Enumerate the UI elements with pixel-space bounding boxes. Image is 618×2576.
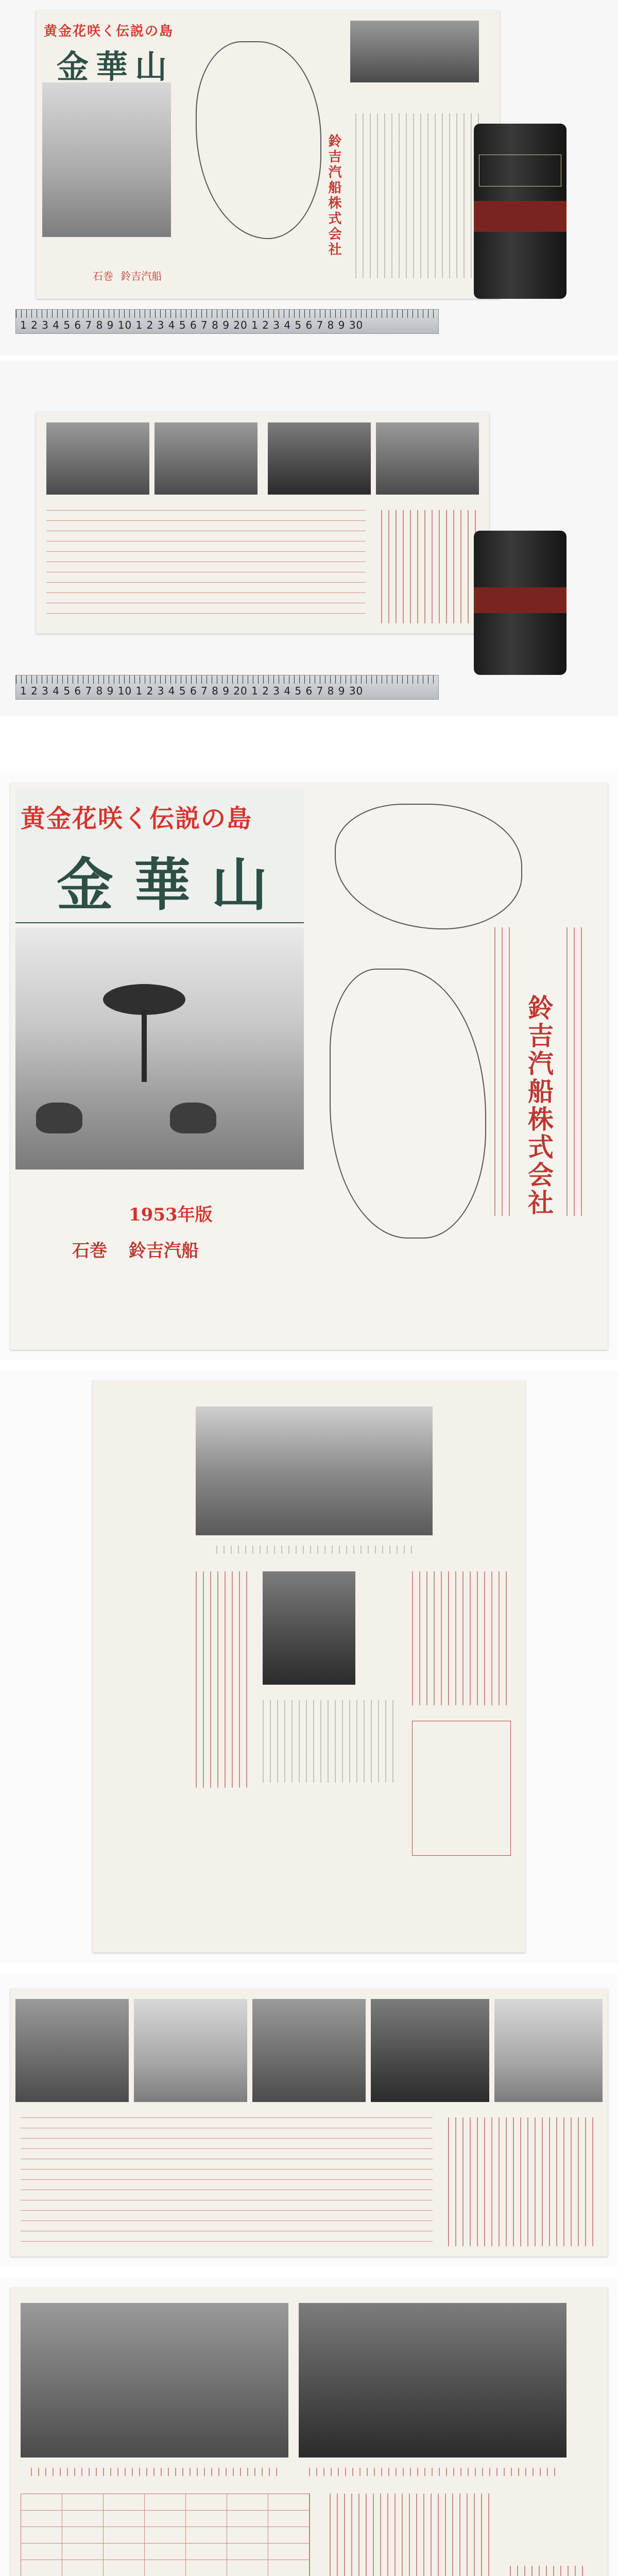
cover-year: 1953年版 — [129, 1205, 213, 1225]
fare-table — [21, 2494, 310, 2576]
statue-details — [263, 1700, 397, 1783]
publisher-name-large: 鈴吉汽船 — [128, 1241, 199, 1261]
aerial-caption — [216, 1546, 412, 1554]
photo-folded-brochure — [0, 0, 618, 355]
boat-photo-small — [21, 2303, 288, 2458]
cover-landscape — [15, 927, 304, 1170]
publisher-place: 石巻 — [93, 270, 113, 282]
ruler-ticks — [16, 310, 438, 318]
deer-left — [36, 1103, 82, 1133]
strip-table — [21, 2117, 433, 2246]
pine-tree-trunk — [142, 1010, 147, 1082]
steel-ruler — [15, 309, 439, 334]
timetable-page — [0, 2277, 618, 2576]
inner-photo-2 — [154, 422, 258, 495]
inner-page-aerial — [0, 1370, 618, 1963]
ruler-numbers: 1 2 3 4 5 6 7 8 9 10 1 2 3 4 5 6 7 8 9 20 1 2 3 4 5 6 7 8 9 30 — [20, 319, 364, 331]
whale-photo-small — [299, 2303, 566, 2458]
ruler-ticks-2 — [16, 675, 438, 684]
inner-photo-4 — [376, 422, 479, 495]
photo-caption-line-2 — [309, 2468, 556, 2476]
cover-publisher-line — [72, 1236, 199, 1262]
inner-text-column — [381, 510, 479, 623]
island-photo — [350, 21, 479, 82]
coffee-can-2 — [474, 531, 566, 675]
can-band — [474, 201, 566, 232]
inner-photo-1 — [46, 422, 149, 495]
company-vertical-large: 鈴吉汽船株式会社 — [524, 994, 554, 1217]
cover-closeup — [0, 773, 618, 1360]
can-label-graphic — [479, 155, 561, 187]
company-name-vertical: 鈴吉汽船株式会社 — [326, 134, 341, 258]
photo-strip — [0, 1973, 618, 2267]
can-band-2 — [474, 587, 566, 613]
aerial-photo — [196, 1406, 433, 1535]
inner-photo-3 — [268, 422, 371, 495]
strip-photo-3 — [252, 1999, 366, 2102]
deer-right — [170, 1103, 216, 1133]
strip-photo-2 — [134, 1999, 247, 2102]
publisher-name: 鈴吉汽船 — [121, 270, 162, 282]
cover-side-text-2 — [566, 927, 587, 1216]
steel-ruler-2 — [15, 675, 439, 700]
cover-side-text — [494, 927, 515, 1216]
strip-photo-4 — [371, 1999, 489, 2102]
strip-photo-5 — [494, 1999, 603, 2102]
cover-illustration — [42, 82, 171, 237]
strip-photo-1 — [15, 1999, 129, 2102]
text-column — [355, 113, 479, 278]
inner-table-lines — [46, 510, 366, 623]
coffee-can — [474, 124, 566, 299]
cover-subtitle: 黄金花咲く伝説の島 — [44, 24, 174, 39]
right-box — [412, 1721, 511, 1856]
notes-column — [330, 2494, 494, 2576]
ruler-numbers-2: 1 2 3 4 5 6 7 8 9 10 1 2 3 4 5 6 7 8 9 20 1 2 3 4 5 6 7 8 9 30 — [20, 685, 364, 697]
statue-photo — [263, 1571, 355, 1685]
cover-title: 金華山 — [57, 48, 175, 86]
left-column-text — [196, 1571, 252, 1788]
publisher-place-large: 石巻 — [72, 1241, 107, 1261]
cover-publisher — [93, 268, 162, 283]
cover-subtitle-large: 黄金花咲く伝説の島 — [21, 804, 253, 833]
sidebar-column — [510, 2566, 587, 2576]
photo-caption-line — [31, 2468, 278, 2476]
cover-title-large: 金華山 — [57, 852, 288, 918]
right-column-text — [412, 1571, 510, 1705]
photo-unfolded-brochure — [0, 361, 618, 716]
strip-text-column — [448, 2117, 597, 2246]
